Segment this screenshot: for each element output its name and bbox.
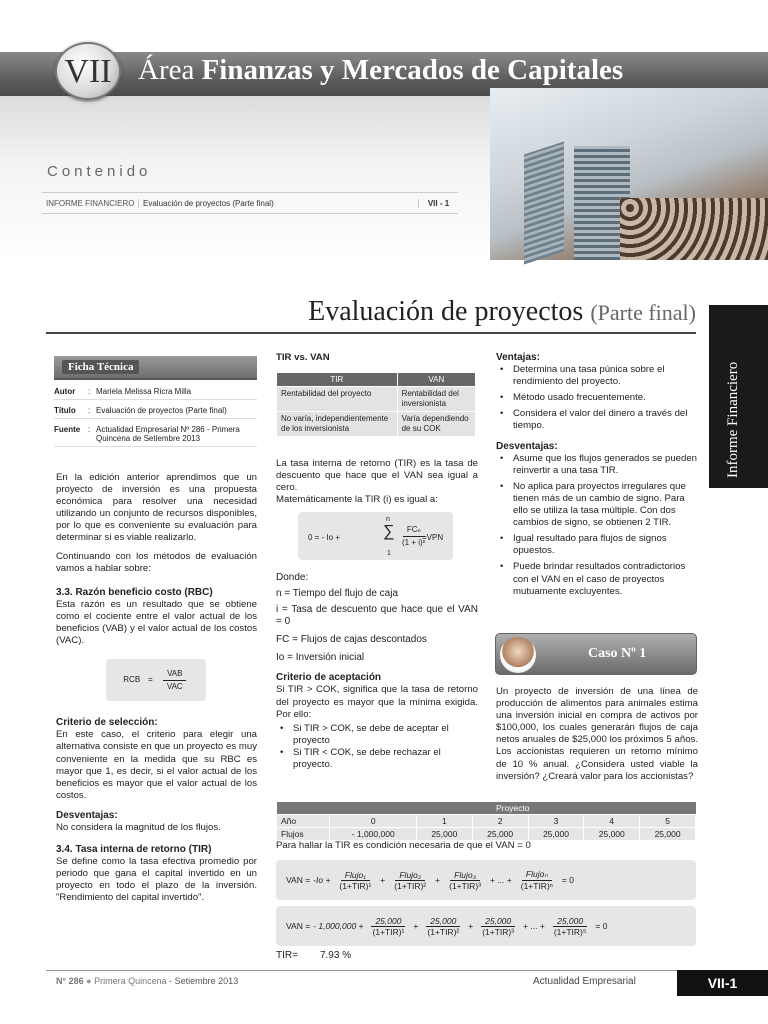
column-3 [496,352,698,598]
tir-definition: La tasa interna de retorno (TIR) es la tasa de descuento que hace que el VAN sea igual a cero. [276,458,478,494]
intro-paragraph-2: Continuando con los métodos de evaluación vamos a hablar sobre: [56,550,257,574]
tir-result [276,950,351,961]
column-2 [276,458,478,771]
definition-fc: FC = Flujos de cajas descontados [276,634,427,646]
list-item: • Determina una tasa púnica sobre el rendimiento del proyecto. [496,364,698,388]
list-item: • Considera el valor del dinero a través del tiempo. [496,408,698,432]
tir-math-intro: Matemáticamente la TIR (i) es igual a: [276,494,438,506]
page-title [308,296,696,328]
definition-n: n = Tiempo del flujo de caja [276,588,399,600]
th-van: VAN [397,373,475,387]
table-cell: Año [277,815,330,828]
contents-section: INFORME FINANCIERO [46,198,135,208]
donde-label: Donde: [276,572,309,584]
ficha-header-label: Ficha Técnica [62,360,139,374]
heading-rbc: 3.3. Razón beneficio costo (RBC) [56,586,213,598]
area-title-light: Área [138,54,195,86]
table-cell: Rentabilidad del inversionista [397,387,475,412]
table-cell: 25,000 [640,828,696,841]
desventajas-rbc-text: No considera la magnitud de los flujos. [56,821,221,833]
area-title-bold: Finanzas y Mercados de Capitales [201,54,624,86]
table-cell: 3 [528,815,584,828]
caso-text: Un proyecto de inversión de una línea de producción de alimentos para animales estima una inversión inicial en compra de activos por $100,000, los cuales generarán flujos de caja netos anuales de $25,000 los próximos 5 años. Los accionistas requieren un retorno mínimo de 10 % anual. ¿Considera usted viable la inversión? ¿Creará valor para los accionistas? [496,686,698,782]
list-item: • Asume que los flujos generados se pueden reinvertir a una tasa TIR. [496,453,698,477]
table-cell: 5 [640,815,696,828]
chapter-number-badge: VII [55,42,121,100]
caso-banner [495,633,697,675]
table-cell: 25,000 [416,828,472,841]
van-equation-case: VAN = - 1,000,000 + $\frac{25,000}{\text{(1+TIR)¹}}$ + $\frac{25,000}{\text{(1+TIR)²}}$ + $\frac{25,000}{\text{(1+TIR)³}}$ + ... + $\frac{25,000}{\text{(1+TIR)⁵}}$ = 0 [276,906,696,946]
page-title-main: Evaluación de proyectos [308,296,584,327]
page-title-sub: (Parte final) [590,300,696,325]
tir-result-value: 7.93 % [319,950,352,961]
rbc-formula: RCB = $\frac{\text{VAB}}{\text{VAC}}$ [106,659,206,701]
rbc-paragraph: Esta razón es un resultado que se obtiene como el cociente entre el valor actual de los beneficios (VAB) y el valor actual de los costos (VAC). [56,598,257,647]
contents-title: Evaluación de proyectos (Parte final) [138,199,418,208]
desventajas-list [496,453,698,598]
list-item: • Igual resultado para flujos de signos opuestos. [496,533,698,557]
section-side-tab [709,305,768,488]
caso-label: Caso Nº 1 [588,646,647,661]
footer-divider [46,970,768,971]
heading-criterio-aceptacion: Criterio de aceptación [276,672,382,684]
table-cell: 25,000 [472,828,528,841]
criterio-aceptacion-text: Si TIR > COK, significa que la tasa de retorno del proyecto es mayor que la mínima exigida. Por ello: [276,684,478,720]
table-cell: Rentabilidad del proyecto [277,387,398,412]
heading-desventajas-rbc: Desventajas: [56,809,118,821]
table-cell: 25,000 [584,828,640,841]
contenido-label: Contenido [47,163,152,180]
definition-i: i = Tasa de descuento que hace que el VAN = 0 [276,604,478,628]
tir-paragraph: Se define como la tasa efectiva promedio por periodo que gana el capital invertido en un proyecto en todo el plazo de la inversión. "Rendimiento del capital invertido". [56,856,257,904]
ficha-row: Fuente : Actualidad Empresarial Nº 286 - Primera Quincena de Setiembre 2013 [54,422,257,447]
list-item: • Método usado frecuentemente. [496,392,698,404]
definition-io: Io = Inversión inicial [276,652,365,664]
tir-formula: 0 = - Io + ∑ n 1 FCₙ (1 + i)ⁿ =VPN [298,512,453,560]
heading-criterio-seleccion: Criterio de selección: [56,717,158,729]
side-tab-label: Informe Financiero [725,361,741,478]
list-item: • Si TIR < COK, se debe rechazar el proyecto. [276,747,478,771]
table-cell: 0 [330,815,416,828]
table-cell: 2 [472,815,528,828]
table-cell: 25,000 [528,828,584,841]
contents-page: VII - 1 [418,199,458,208]
project-flows-table [276,802,696,841]
th-tir: TIR [277,373,398,387]
people-icon [500,637,536,673]
area-title [138,54,623,87]
header-photo [490,88,768,260]
heading-desventajas: Desventajas: [496,440,558,452]
ficha-row: Título : Evaluación de proyectos (Parte final) [54,403,257,419]
contents-row[interactable] [42,192,458,214]
table-cell: 1 [416,815,472,828]
heading-ventajas: Ventajas: [496,352,540,363]
footer-publication: Actualidad Empresarial [533,976,636,987]
page-number: VII-1 [677,970,768,996]
heading-tir: 3.4. Tasa interna de retorno (TIR) [56,844,212,856]
tir-result-label: TIR= [276,950,298,961]
title-divider [46,332,696,334]
table-cell: - 1,000,000 [330,828,416,841]
footer-issue: N° 286 ● Primera Quincena - Setiembre 2013 [56,976,239,986]
criterio-paragraph: En este caso, el criterio para elegir una alternativa consiste en que un proyecto es muy conveniente en la medida que su RBC es mayor que 1, es decir, si el valor actual de los beneficios es mayor que el valor actual de los costos. [56,729,257,801]
ficha-header [54,356,257,380]
ventajas-list [496,364,698,432]
table-cell: No varía, independientemente de los inversionista [277,412,398,437]
list-item: • No aplica para proyectos irregulares que tienen más de un cambio de signo. Para ello se utiliza la tasa múltiple. Con dos cambios de signo, se obtienen 2 TIR. [496,481,698,529]
heading-tir-vs-van: TIR vs. VAN [276,352,330,363]
table-cell: Varía dependiendo de su COK [397,412,475,437]
table-cell: Flujos [277,828,330,841]
intro-paragraph: En la edición anterior aprendimos que un proyecto de inversión es una propuesta económica para resolver una necesidad utilizando un conjunto de recursos disponibles, por lo que es conveniente su evaluación para determinar si es viable realizarlo. [56,472,257,544]
project-table-header: Proyecto [330,802,696,815]
tir-van-table [276,372,476,437]
van-equation-general: VAN = -Io + $\frac{\text{Flujo₁}}{\text{(1+TIR)¹}}$ + $\frac{\text{Flujo₂}}{\text{(1+TIR)²}}$ + $\frac{\text{Flujo₃}}{\text{(1+TIR)³}}$ + ... + $\frac{\text{Flujoₙ}}{\text{(1+TIR)ⁿ}}$ = 0 [276,860,696,900]
ficha-row: Autor : Mariela Melissa Ricra Milla [54,384,257,400]
column-1 [56,472,257,905]
condition-text: Para hallar la TIR es condición necesaria de que el VAN = 0 [276,840,531,851]
table-cell: 4 [584,815,640,828]
list-item: • Si TIR > COK, se debe de aceptar el proyecto [276,723,478,747]
list-item: • Puede brindar resultados contradictorios con el VAN en el caso de proyectos mutuamente excluyentes. [496,561,698,597]
criterio-list [276,723,478,771]
